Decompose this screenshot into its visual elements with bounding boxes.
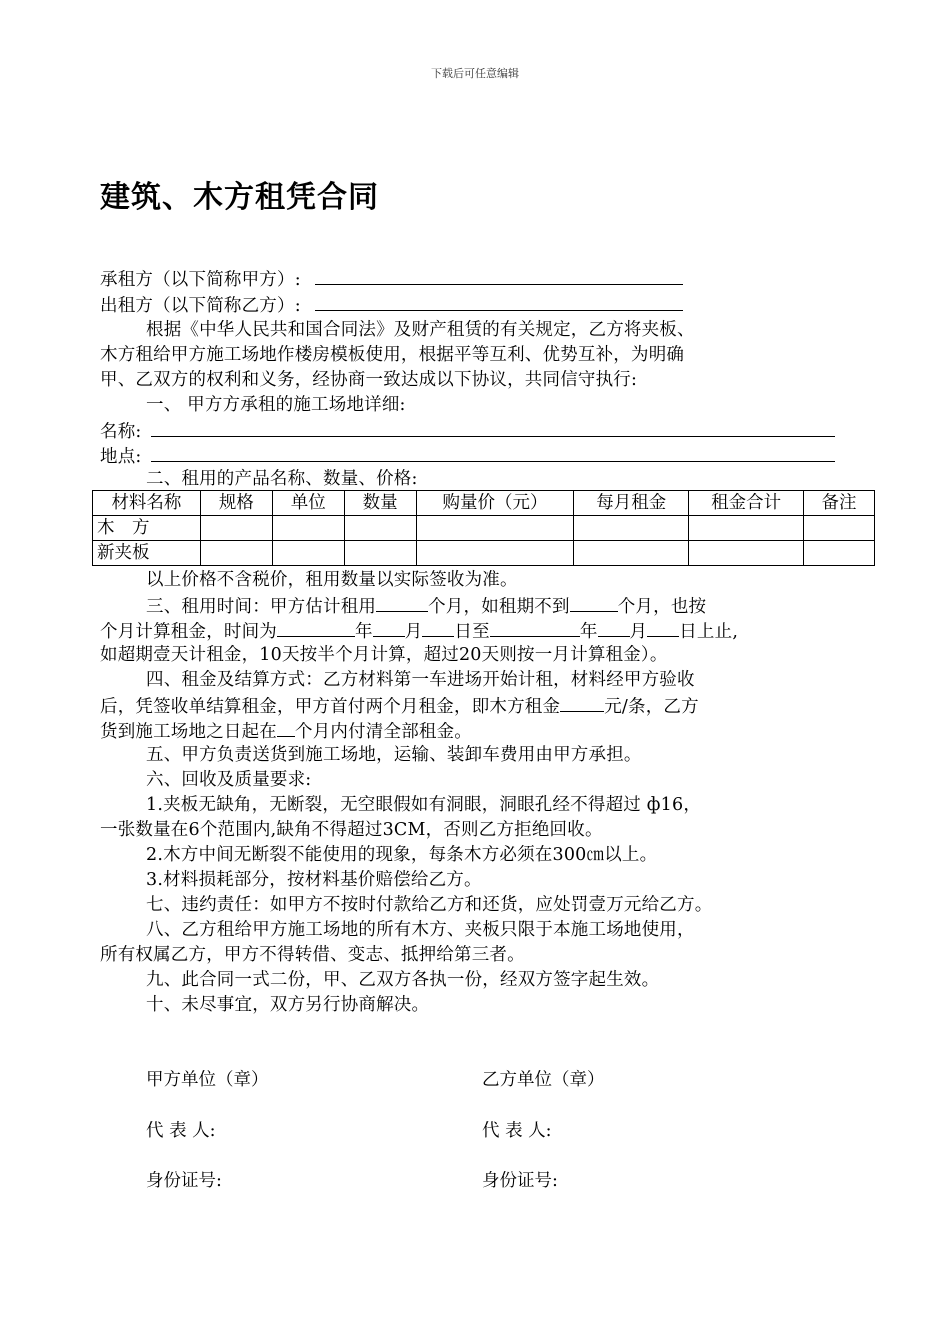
party-a-unit: 甲方单位（章）	[146, 1070, 269, 1090]
section6-item1-line1: 1.夹板无缺角，无断裂，无空眼假如有洞眼，洞眼孔经不得超过 ф16，	[146, 795, 702, 815]
intro-line-1: 根据《中华人民共和国合同法》及财产租赁的有关规定，乙方将夹板、	[146, 320, 695, 340]
party-b-representative: 代 表 人:	[482, 1121, 552, 1141]
table-row	[93, 541, 875, 566]
month-label: 月	[404, 622, 423, 642]
site-name-label: 名称:	[100, 422, 142, 442]
section6-heading: 六、回收及质量要求:	[146, 770, 312, 790]
header-material: 材料名称	[93, 491, 201, 516]
section8-line-2: 所有权属乙方，甲方不得转借、变志、抵押给第三者。	[100, 945, 525, 965]
table-header-row	[93, 491, 875, 516]
party-b-id-number: 身份证号:	[482, 1171, 558, 1191]
start-year-field[interactable]	[277, 618, 355, 637]
table-cell[interactable]	[574, 516, 689, 541]
section6-item2: 2.木方中间无断裂不能使用的现象，每条木方必须在300㎝以上。	[146, 845, 658, 865]
site-name-field[interactable]	[151, 418, 835, 437]
section6-item1-line2: 一张数量在6个范围内,缺角不得超过3CM，否则乙方拒绝回收。	[100, 820, 603, 840]
lessee-line	[100, 266, 683, 292]
row-material-name: 木 方	[93, 516, 201, 541]
lessor-field[interactable]	[315, 292, 683, 311]
section3-text: 个月，也按	[617, 597, 707, 617]
section3-text: 个月，如租期不到	[428, 597, 570, 617]
section4-line-2	[100, 693, 699, 719]
section3-line-2	[100, 618, 738, 644]
lessee-field[interactable]	[315, 266, 683, 285]
end-day-field[interactable]	[647, 618, 679, 637]
header-price: 购量价（元）	[416, 491, 574, 516]
section4-text: 元/条，乙方	[604, 697, 699, 717]
table-cell[interactable]	[416, 541, 574, 566]
section3-text: 三、租用时间：甲方估计租用	[146, 597, 377, 617]
section9: 九、此合同一式二份，甲、乙双方各执一份，经双方签字起生效。	[146, 970, 660, 990]
header-monthly-rent: 每月租金	[574, 491, 689, 516]
section6-item3: 3.材料损耗部分，按材料基价赔偿给乙方。	[146, 870, 482, 890]
header-quantity: 数量	[344, 491, 416, 516]
lessor-line	[100, 292, 683, 318]
product-table	[92, 490, 875, 566]
end-month-field[interactable]	[598, 618, 630, 637]
section8-line-1: 八、乙方租给甲方施工场地的所有木方、夹板只限于本施工场地使用，	[146, 920, 695, 940]
section3-text: 个月计算租金，时间为	[100, 622, 277, 642]
day-to-label: 日至	[454, 622, 490, 642]
estimated-months-field[interactable]	[376, 593, 428, 612]
table-cell[interactable]	[689, 516, 804, 541]
year-label: 年	[579, 622, 598, 642]
site-place-field[interactable]	[151, 443, 835, 462]
header-remarks: 备注	[804, 491, 875, 516]
table-cell[interactable]	[272, 516, 344, 541]
party-a-representative: 代 表 人:	[146, 1121, 216, 1141]
section4-text: 个月内付清全部租金。	[295, 722, 472, 742]
section10: 十、未尽事宜，双方另行协商解决。	[146, 995, 430, 1015]
header-spec: 规格	[200, 491, 272, 516]
section7: 七、违约责任：如甲方不按时付款给乙方和还货，应处罚壹万元给乙方。	[146, 895, 713, 915]
section4-line-1: 四、租金及结算方式：乙方材料第一车进场开始计租，材料经甲方验收	[146, 670, 695, 690]
document-title: 建筑、木方租凭合同	[100, 180, 379, 215]
header-total-rent: 租金合计	[689, 491, 804, 516]
section4-text: 货到施工场地之日起在	[100, 722, 277, 742]
end-year-field[interactable]	[490, 618, 580, 637]
section3-line-3: 如超期壹天计租金，10天按半个月计算，超过20天则按一月计算租金）。	[100, 645, 668, 665]
section3-text: 日上止,	[679, 622, 739, 642]
section4-line-3	[100, 718, 472, 744]
table-cell[interactable]	[416, 516, 574, 541]
section5: 五、甲方负责送货到施工场地，运输、装卸车费用由甲方承担。	[146, 745, 642, 765]
site-place-line	[100, 443, 835, 469]
header-note: 下载后可任意编辑	[431, 67, 519, 80]
section2-heading: 二、租用的产品名称、数量、价格:	[146, 469, 418, 489]
table-cell[interactable]	[689, 541, 804, 566]
table-row	[93, 516, 875, 541]
minimum-months-field[interactable]	[570, 593, 618, 612]
section4-text: 后，凭签收单结算租金，甲方首付两个月租金，即木方租金	[100, 697, 561, 717]
start-day-field[interactable]	[422, 618, 454, 637]
site-name-line	[100, 418, 835, 444]
table-cell[interactable]	[272, 541, 344, 566]
row-material-name: 新夹板	[93, 541, 201, 566]
table-cell[interactable]	[344, 541, 416, 566]
year-label: 年	[355, 622, 373, 642]
table-cell[interactable]	[200, 541, 272, 566]
lessor-label: 出租方（以下简称乙方）:	[100, 296, 301, 316]
intro-line-3: 甲、乙双方的权利和义务，经协商一致达成以下协议，共同信守执行:	[100, 370, 638, 390]
header-unit: 单位	[272, 491, 344, 516]
party-a-id-number: 身份证号:	[146, 1171, 222, 1191]
start-month-field[interactable]	[373, 618, 405, 637]
lessee-label: 承租方（以下简称甲方）:	[100, 270, 301, 290]
table-cell[interactable]	[200, 516, 272, 541]
timber-rent-field[interactable]	[560, 693, 604, 712]
month-label: 月	[629, 622, 648, 642]
section1-heading: 一、 甲方方承租的施工场地详细:	[146, 395, 406, 415]
party-b-unit: 乙方单位（章）	[482, 1070, 605, 1090]
table-cell[interactable]	[344, 516, 416, 541]
price-note: 以上价格不含税价，租用数量以实际签收为准。	[146, 570, 518, 590]
table-cell[interactable]	[804, 516, 875, 541]
payment-months-field[interactable]	[277, 718, 295, 737]
table-cell[interactable]	[574, 541, 689, 566]
table-cell[interactable]	[804, 541, 875, 566]
section3-line-1	[146, 593, 706, 619]
site-place-label: 地点:	[100, 447, 142, 467]
intro-line-2: 木方租给甲方施工场地作楼房模板使用，根据平等互利、优势互补，为明确	[100, 345, 685, 365]
